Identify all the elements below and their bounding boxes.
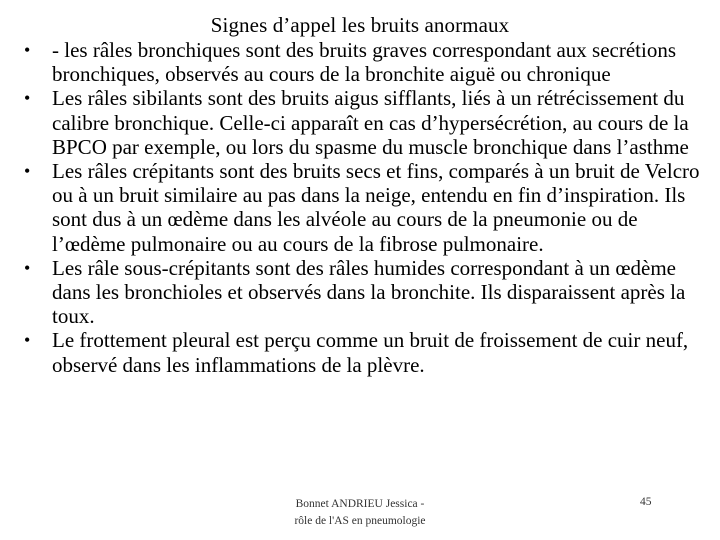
bullet-text: Les râles sibilants sont des bruits aigus sifflants, liés à un rétrécissement du calibre bronchique. Celle-ci apparaît en cas d’hypersécrétion, au cours de la BPCO par exemple, ou lors du spasme du muscle bronchique dans l’asthme	[52, 86, 689, 159]
footer-line-1: Bonnet ANDRIEU Jessica -	[295, 498, 425, 510]
footer-line-2: rôle de l'AS en pneumologie	[294, 515, 426, 527]
bullet-text: - les râles bronchiques sont des bruits graves correspondant aux secrétions bronchiques, observés au cours de la bronchite aiguë ou chronique	[52, 38, 676, 87]
bullet-item	[24, 328, 710, 376]
bullet-dot-icon: •	[24, 40, 31, 60]
bullet-item	[24, 38, 710, 86]
bullet-item	[24, 256, 710, 329]
bullet-list	[24, 38, 710, 377]
bullet-text: Les râles crépitants sont des bruits secs et fins, comparés à un bruit de Velcro ou à un bruit similaire au pas dans la neige, entendu en fin d’inspiration. Ils sont dus à un œdème dans les alvéole au cours de la pneumonie ou de l’œdème pulmonaire ou au cours de la fibrose pulmonaire.	[52, 159, 700, 256]
slide-title: Signes d’appel les bruits anormaux	[210, 13, 510, 37]
bullet-dot-icon: •	[24, 257, 31, 278]
bullet-dot-icon: •	[24, 88, 31, 109]
bullet-dot-icon: •	[24, 161, 31, 182]
bullet-dot-icon: •	[24, 330, 31, 351]
bullet-item	[24, 86, 710, 159]
bullet-text: Les râle sous-crépitants sont des râles humides correspondant à un œdème dans les bronchioles et observés dans la bronchite. Ils disparaissent après la toux.	[52, 255, 686, 329]
page-number: 45	[640, 496, 652, 508]
bullet-text: Le frottement pleural est perçu comme un bruit de froissement de cuir neuf, observé dans les inflammations de la plèvre.	[52, 328, 689, 377]
footer-caption	[250, 496, 470, 530]
bullet-item	[24, 159, 710, 256]
